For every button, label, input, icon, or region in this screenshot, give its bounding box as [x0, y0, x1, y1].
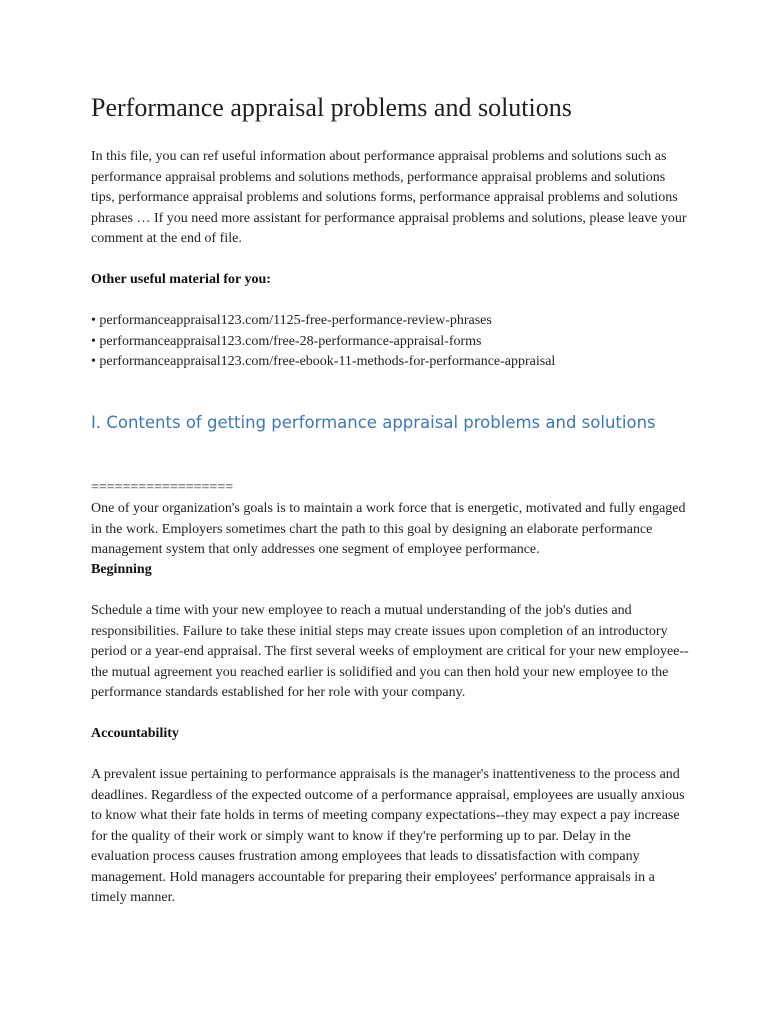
useful-links-list	[91, 311, 555, 373]
useful-link-item: • performanceappraisal123.com/free-28-performance-appraisal-forms	[91, 333, 482, 349]
other-material-heading: Other useful material for you:	[91, 272, 271, 287]
intro-paragraph: In this file, you can ref useful information about performance appraisal problems and solutions such as performance appraisal problems and solutions methods, performance appraisal problems and solutions tips, performance appraisal problems and solutions forms, performance appraisal problems and solutions phrases … If you need more assistant for performance appraisal problems and solutions, please leave your comment at the end of file.	[91, 149, 687, 246]
useful-link-item: • performanceappraisal123.com/1125-free-performance-review-phrases	[91, 313, 492, 328]
subheading-beginning: Beginning	[91, 562, 152, 577]
subheading-accountability: Accountability	[91, 726, 179, 741]
section-heading: I. Contents of getting performance appraisal problems and solutions	[91, 413, 656, 432]
body-paragraph: One of your organization's goals is to maintain a work force that is energetic, motivated and fully engaged in the work. Employers sometimes chart the path to this goal by designing an elaborate performance management system that only addresses one segment of employee performance.	[91, 501, 686, 557]
separator-line: ==================	[91, 480, 234, 495]
body-paragraph: A prevalent issue pertaining to performance appraisals is the manager's inattentiveness to the process and deadlines. Regardless of the expected outcome of a performance appraisal, employees are usually anxious to know what their fate holds in terms of meeting company expectations--they may expect a pay increase for the quality of their work or simply want to know if they're performing up to par. Delay in the evaluation process causes frustration among employees that leads to dissatisfaction with company management. Hold managers accountable for preparing their employees' performance appraisals in a timely manner.	[91, 767, 685, 905]
document-title: Performance appraisal problems and solutions	[91, 93, 572, 122]
body-paragraph: Schedule a time with your new employee to reach a mutual understanding of the job's duties and responsibilities. Failure to take these initial steps may create issues upon completion of an introductory period or a year-end appraisal. The first several weeks of employment are critical for your new employee--the mutual agreement you reached earlier is solidified and you can then hold your new employee to the performance standards established for her role with your company.	[91, 603, 689, 700]
useful-link-item: • performanceappraisal123.com/free-ebook-11-methods-for-performance-appraisal	[91, 354, 556, 369]
